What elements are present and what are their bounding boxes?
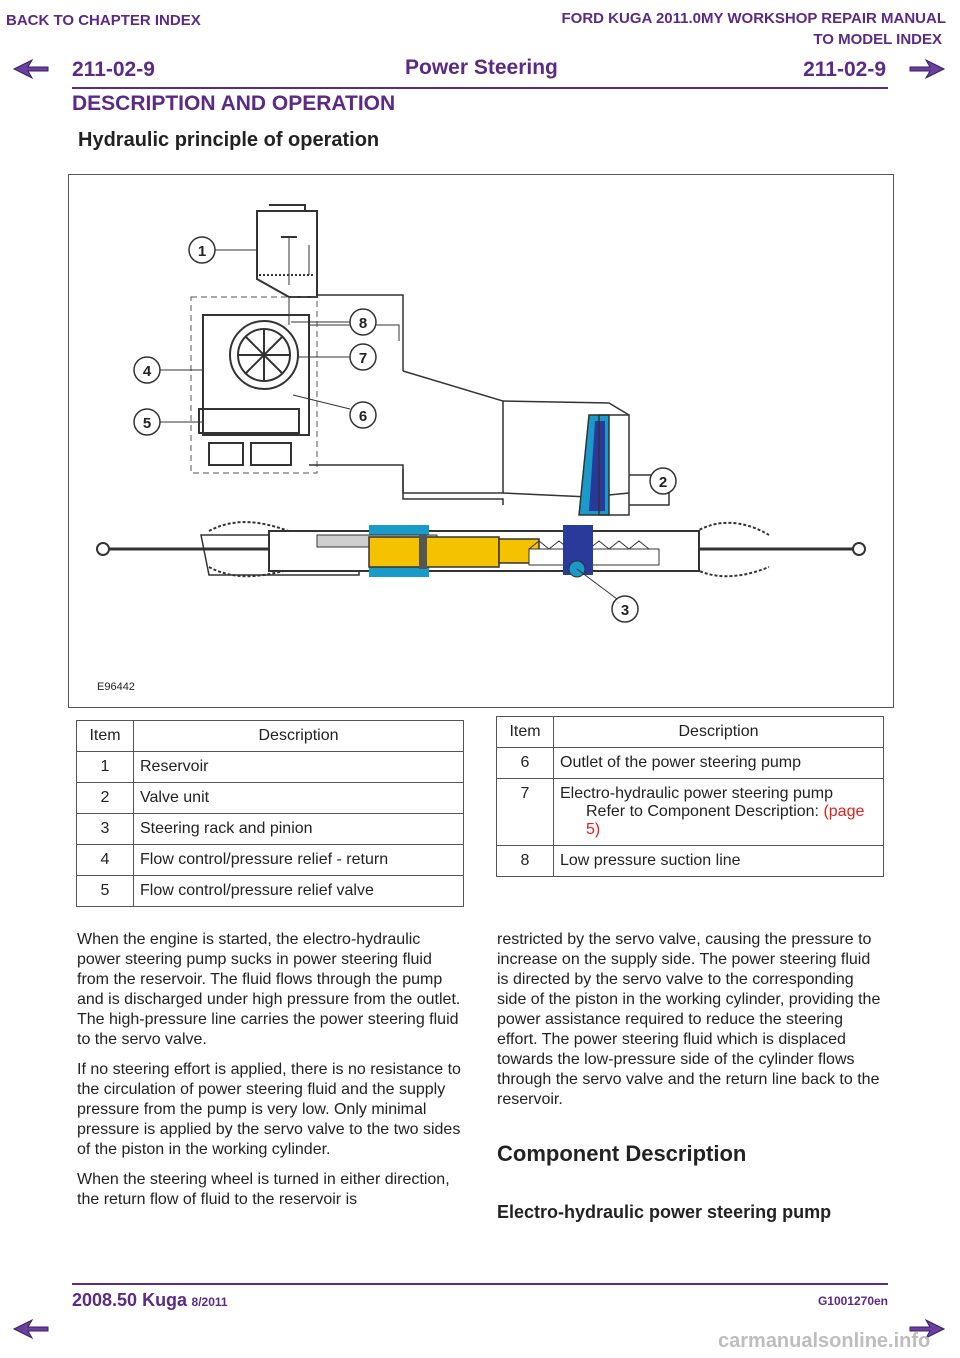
steering-rack-drawing xyxy=(97,522,865,577)
item-number: 4 xyxy=(77,845,134,876)
svg-text:8: 8 xyxy=(358,315,368,332)
item-column-header: Item xyxy=(497,717,554,748)
page-reference-link[interactable]: (page 5) xyxy=(586,803,865,838)
callout-5 xyxy=(134,409,203,435)
table-row xyxy=(77,783,464,814)
callout-6 xyxy=(293,395,376,428)
svg-text:2: 2 xyxy=(658,474,668,491)
footer-model-date xyxy=(72,1290,228,1311)
description-column-header: Description xyxy=(554,717,884,748)
footer-model: 2008.50 Kuga xyxy=(72,1290,188,1310)
items-table-right xyxy=(496,716,884,877)
watermark: carmanualsonline.info xyxy=(718,1330,931,1352)
component-description-heading: Component Description xyxy=(497,1141,747,1166)
body-paragraph: restricted by the servo valve, causing the pressure to increase on the supply side. The power steering fluid is directed by the servo valve to the corresponding side of the piston in the working cylinder, providing the power assistance required to reduce the steering effort. The power steering fluid which is displaced towards the low-pressure side of the cylinder flows through the servo valve and the return line back to the reservoir. xyxy=(497,931,881,1108)
section-title: Power Steering xyxy=(405,56,558,79)
previous-page-arrow-icon-bottom[interactable] xyxy=(12,1318,50,1340)
body-paragraph: When the engine is started, the electro-hydraulic power steering pump sucks in power steering fluid from the reservoir. The fluid flows through the pump and is discharged under high pressure from the outlet. The high-pressure line carries the power steering fluid to the servo valve. xyxy=(77,931,461,1048)
description-column-header: Description xyxy=(134,721,464,752)
svg-text:5: 5 xyxy=(142,415,152,432)
svg-text:1: 1 xyxy=(197,243,207,260)
footer-document-code: G1001270en xyxy=(817,1294,888,1308)
callout-8 xyxy=(291,309,376,335)
component-subheading: Electro-hydraulic power steering pump xyxy=(497,1202,832,1222)
item-number: 5 xyxy=(77,876,134,907)
next-page-arrow-icon[interactable] xyxy=(908,58,946,80)
footer-date: 8/2011 xyxy=(191,1295,228,1309)
item-number: 7 xyxy=(497,779,554,846)
item-description: Steering rack and pinion xyxy=(134,814,464,845)
items-table-left xyxy=(76,720,464,907)
hydraulic-diagram xyxy=(69,175,893,707)
valve-unit-drawing xyxy=(579,415,669,515)
hydraulic-diagram-figure xyxy=(68,174,894,708)
item-number: 1 xyxy=(77,752,134,783)
item-description: Valve unit xyxy=(134,783,464,814)
item-description-text: Electro-hydraulic power steering pump xyxy=(560,785,834,802)
table-row xyxy=(77,814,464,845)
table-row xyxy=(77,752,464,783)
cross-reference-text: Refer to Component Description: xyxy=(586,803,819,820)
callout-1 xyxy=(189,237,257,263)
back-to-chapter-index-link[interactable]: BACK TO CHAPTER INDEX xyxy=(6,12,201,29)
body-paragraph: When the steering wheel is turned in either direction, the return flow of fluid to the reservoir is xyxy=(77,1171,450,1208)
chapter-title: DESCRIPTION AND OPERATION xyxy=(72,92,396,115)
item-column-header: Item xyxy=(77,721,134,752)
body-paragraph: If no steering effort is applied, there is no resistance to the circulation of power steering fluid and the supply pressure from the pump is very low. Only minimal pressure is applied by the servo valve to the two sides of the piston in the working cylinder. xyxy=(77,1061,461,1158)
page-number-right: 211-02-9 xyxy=(803,58,886,81)
previous-page-arrow-icon[interactable] xyxy=(12,58,50,80)
item-description: Low pressure suction line xyxy=(554,846,884,877)
figure-id: E96442 xyxy=(97,681,135,693)
table-row xyxy=(497,748,884,779)
item-number: 6 xyxy=(497,748,554,779)
table-row xyxy=(77,845,464,876)
subsection-title: Hydraulic principle of operation xyxy=(78,129,380,151)
callout-2 xyxy=(650,468,676,494)
body-column-left xyxy=(77,930,465,1220)
to-model-index-link[interactable]: TO MODEL INDEX xyxy=(813,31,942,48)
svg-text:7: 7 xyxy=(358,350,368,367)
item-number: 2 xyxy=(77,783,134,814)
svg-text:6: 6 xyxy=(358,408,368,425)
table-row xyxy=(497,846,884,877)
callout-3 xyxy=(577,569,638,622)
table-row xyxy=(77,876,464,907)
item-number: 8 xyxy=(497,846,554,877)
svg-text:4: 4 xyxy=(142,363,152,380)
page-number-left: 211-02-9 xyxy=(72,58,155,81)
reservoir-drawing xyxy=(257,205,317,297)
header-rule xyxy=(72,87,888,89)
callout-4 xyxy=(134,357,203,383)
item-description: Reservoir xyxy=(134,752,464,783)
item-number: 3 xyxy=(77,814,134,845)
item-description: Flow control/pressure relief - return xyxy=(134,845,464,876)
body-column-right xyxy=(497,930,885,1120)
table-row xyxy=(497,779,884,846)
manual-title: FORD KUGA 2011.0MY WORKSHOP REPAIR MANUAL xyxy=(561,10,946,27)
item-description xyxy=(554,779,884,846)
item-description: Flow control/pressure relief valve xyxy=(134,876,464,907)
item-description: Outlet of the power steering pump xyxy=(554,748,884,779)
footer-rule xyxy=(72,1283,888,1285)
svg-text:3: 3 xyxy=(620,602,630,619)
